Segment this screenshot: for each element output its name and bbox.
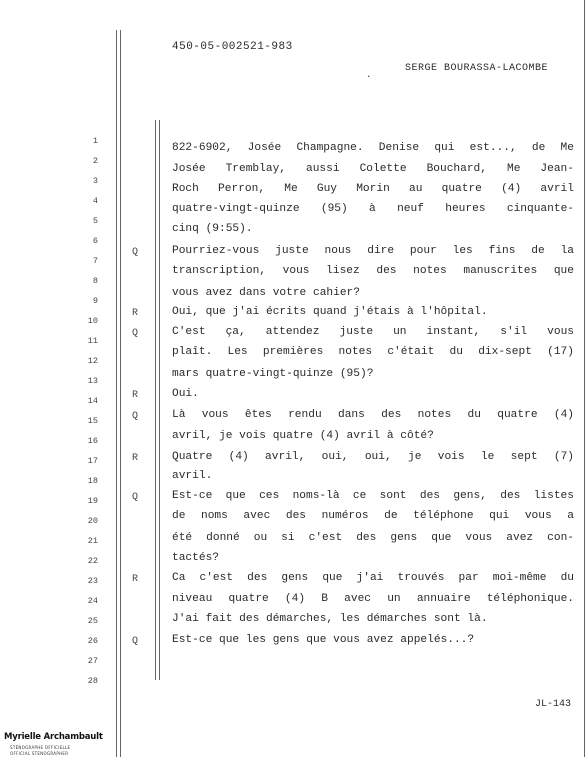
transcript-line: Oui. [172, 388, 199, 400]
line-number: 16 [87, 436, 98, 446]
line-number: 7 [92, 256, 98, 266]
speaker-column-rule-2 [159, 120, 160, 680]
line-number: 1 [92, 136, 98, 146]
line-number: 26 [87, 636, 98, 646]
line-number: 6 [92, 236, 98, 246]
transcript-line: quatre-vingt-quinze (95) à neuf heures cinquante- [172, 203, 574, 215]
transcript-line: C'est ça, attendez juste un instant, s'il vous [172, 326, 574, 338]
line-number: 19 [87, 496, 98, 506]
speaker-label: Q [131, 328, 138, 339]
transcript-line: de noms avec des numéros de téléphone qui vous a [172, 510, 574, 522]
transcript-line: Pourriez-vous juste nous dire pour les fins de la [172, 245, 574, 257]
file-number: 450-05-002521-983 [172, 41, 293, 53]
line-number: 27 [87, 656, 98, 666]
line-number: 17 [87, 456, 98, 466]
line-number: 18 [87, 476, 98, 486]
transcript-line: niveau quatre (4) B avec un annuaire téléphonique. [172, 593, 574, 605]
speaker-column-rule-1 [155, 120, 156, 680]
transcript-line: Roch Perron, Me Guy Morin au quatre (4) avril [172, 183, 574, 195]
transcript-line: Est-ce que les gens que vous avez appelés...? [172, 634, 475, 646]
transcript-line: Ca c'est des gens que j'ai trouvés par moi-même du [172, 572, 574, 584]
line-number: 5 [92, 216, 98, 226]
speaker-label: Q [131, 492, 138, 503]
speaker-label: Q [131, 636, 138, 647]
speaker-label: Q [131, 247, 138, 258]
transcript-line: Est-ce que ces noms-là ce sont des gens, des listes [172, 490, 574, 502]
line-number: 4 [92, 196, 98, 206]
transcript-line: Là vous êtes rendu dans des notes du quatre (4) [172, 409, 574, 421]
line-number: 2 [92, 156, 98, 166]
transcript-line: tactés? [172, 552, 219, 564]
line-number: 24 [87, 596, 98, 606]
transcript-line: été donné ou si c'est des gens que vous avez con- [172, 532, 574, 544]
speaker-label: Q [131, 411, 138, 422]
transcript-line: plaît. Les premières notes c'était du dix-sept (17) [172, 346, 574, 358]
line-number: 15 [87, 416, 98, 426]
stenographer-stamp-name: Myrielle Archambault [4, 732, 103, 742]
line-number: 23 [87, 576, 98, 586]
speaker-label: R [131, 390, 138, 401]
stenographer-stamp-line2: OFFICIAL STENOGRAPHER [10, 751, 69, 756]
line-number: 10 [87, 316, 98, 326]
speaker-label: R [131, 574, 138, 585]
stenographer-stamp-line1: STÉNOGRAPHE OFFICIELLE [10, 745, 71, 750]
left-margin-rule-1 [116, 30, 117, 757]
line-number: 14 [87, 396, 98, 406]
line-number: 11 [87, 336, 98, 346]
line-number: 20 [87, 516, 98, 526]
transcript-line: vous avez dans votre cahier? [172, 287, 360, 299]
transcript-line: avril, je vois quatre (4) avril à côté? [172, 430, 434, 442]
transcript-line: Quatre (4) avril, oui, oui, je vois le sept (7) [172, 451, 574, 463]
speaker-label: R [131, 453, 138, 464]
line-number: 28 [87, 676, 98, 686]
header-dot: . [366, 70, 372, 80]
line-number: 13 [87, 376, 98, 386]
page-reference: JL-143 [534, 699, 571, 710]
line-number: 8 [92, 276, 98, 286]
line-number: 12 [87, 356, 98, 366]
line-number: 3 [92, 176, 98, 186]
line-number: 22 [87, 556, 98, 566]
transcript-line: J'ai fait des démarches, les démarches sont là. [172, 613, 488, 625]
left-margin-rule-2 [120, 30, 121, 757]
witness-name: SERGE BOURASSA-LACOMBE [405, 63, 549, 74]
transcript-line: Oui, que j'ai écrits quand j'étais à l'hôpital. [172, 306, 488, 318]
transcript-line: cinq (9:55). [172, 223, 253, 235]
transcript-line: avril. [172, 470, 213, 482]
transcript-line: 822-6902, Josée Champagne. Denise qui est..., de Me [172, 142, 574, 154]
transcript-line: mars quatre-vingt-quinze (95)? [172, 368, 374, 380]
transcript-line: transcription, vous lisez des notes manuscrites que [172, 265, 574, 277]
line-number: 21 [87, 536, 98, 546]
speaker-label: R [131, 308, 138, 319]
line-number: 9 [92, 296, 98, 306]
line-number: 25 [87, 616, 98, 626]
transcript-line: Josée Tremblay, aussi Colette Bouchard, Me Jean- [172, 163, 574, 175]
